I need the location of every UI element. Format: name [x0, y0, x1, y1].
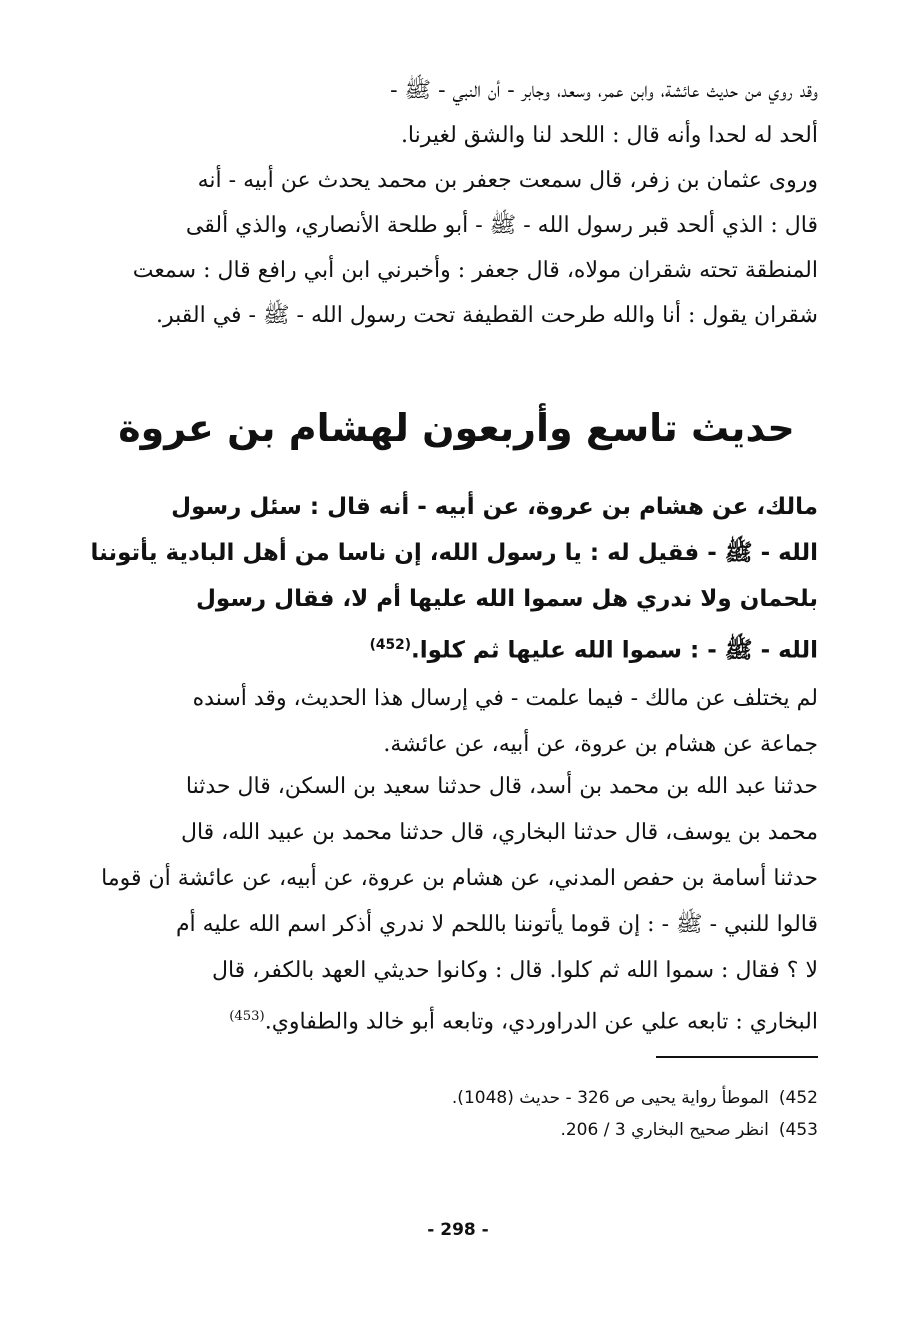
text-line: ألحد له لحدا وأنه قال : اللحد لنا والشق لغيرنا. [400, 123, 818, 148]
footnote-reference: (452) [369, 637, 412, 653]
text-line: حدثنا عبد الله بن محمد بن أسد، قال حدثنا سعيد بن السكن، قال حدثنا [185, 774, 818, 799]
text-line: المنطقة تحته شقران مولاه، قال جعفر : وأخبرني ابن أبي رافع قال : سمعت [132, 258, 818, 283]
footnote [95, 1114, 818, 1146]
footnote-text: انظر صحيح البخاري 3 / 206. [560, 1120, 769, 1140]
text-line: جماعة عن هشام بن عروة، عن أبيه، عن عائشة. [383, 732, 818, 757]
text-line: مالك، عن هشام بن عروة، عن أبيه - أنه قال : سئل رسول [171, 494, 818, 520]
paragraph-2 [95, 158, 818, 338]
text-line: قال : الذي ألحد قبر رسول الله - ﷺ - أبو طلحة الأنصاري، والذي ألقى [185, 213, 818, 238]
footnote-text: الموطأ رواية يحيى ص 326 - حديث (1048). [451, 1088, 769, 1108]
page-number: - 298 - [427, 1220, 489, 1240]
text-fragment: الله - ﷺ - : سموا الله عليها ثم كلوا. [411, 637, 818, 664]
text-line: وروى عثمان بن زفر، قال سمعت جعفر بن محمد يحدث عن أبيه - أنه [197, 168, 818, 193]
footnote-reference: (453) [229, 1009, 265, 1024]
text-line [95, 994, 818, 1045]
paragraph-1 [95, 68, 818, 158]
text-line [95, 622, 818, 674]
text-line: وقد روي من حديث عائشة، وابن عمر، وسعد، وجابر - أن النبي - ﷺ - [390, 78, 818, 103]
footnote [95, 1082, 818, 1114]
text-line: بلحمان ولا ندري هل سموا الله عليها أم لا، فقال رسول [195, 586, 818, 612]
text-fragment: البخاري : تابعه علي عن الدراوردي، وتابعه أبو خالد والطفاوي. [264, 1009, 818, 1035]
section-heading: حديث تاسع وأربعون لهشام بن عروة [118, 406, 795, 450]
text-line: شقران يقول : أنا والله طرحت القطيفة تحت رسول الله - ﷺ - في القبر. [156, 303, 818, 328]
footnote-divider [656, 1056, 818, 1058]
text-line: لم يختلف عن مالك - فيما علمت - في إرسال هذا الحديث، وقد أسنده [192, 686, 818, 711]
paragraph-4 [95, 676, 818, 768]
footnote-number: 453) [778, 1120, 818, 1140]
text-line: الله - ﷺ - فقيل له : يا رسول الله، إن ناسا من أهل البادية يأتوننا [90, 540, 818, 566]
text-line: لا ؟ فقال : سموا الله ثم كلوا. قال : وكانوا حديثي العهد بالكفر، قال [211, 958, 818, 983]
text-line: حدثنا أسامة بن حفص المدني، عن هشام بن عروة، عن أبيه، عن عائشة أن قوما [101, 866, 818, 891]
paragraph-5 [95, 764, 818, 1045]
hadith-text [90, 484, 818, 674]
text-line: قالوا للنبي - ﷺ - : إن قوما يأتوننا باللحم لا ندري أذكر اسم الله عليه أم [175, 912, 818, 937]
footnotes [95, 1082, 818, 1146]
footnote-number: 452) [778, 1088, 818, 1108]
text-line: محمد بن يوسف، قال حدثنا البخاري، قال حدثنا محمد بن عبيد الله، قال [180, 820, 818, 845]
